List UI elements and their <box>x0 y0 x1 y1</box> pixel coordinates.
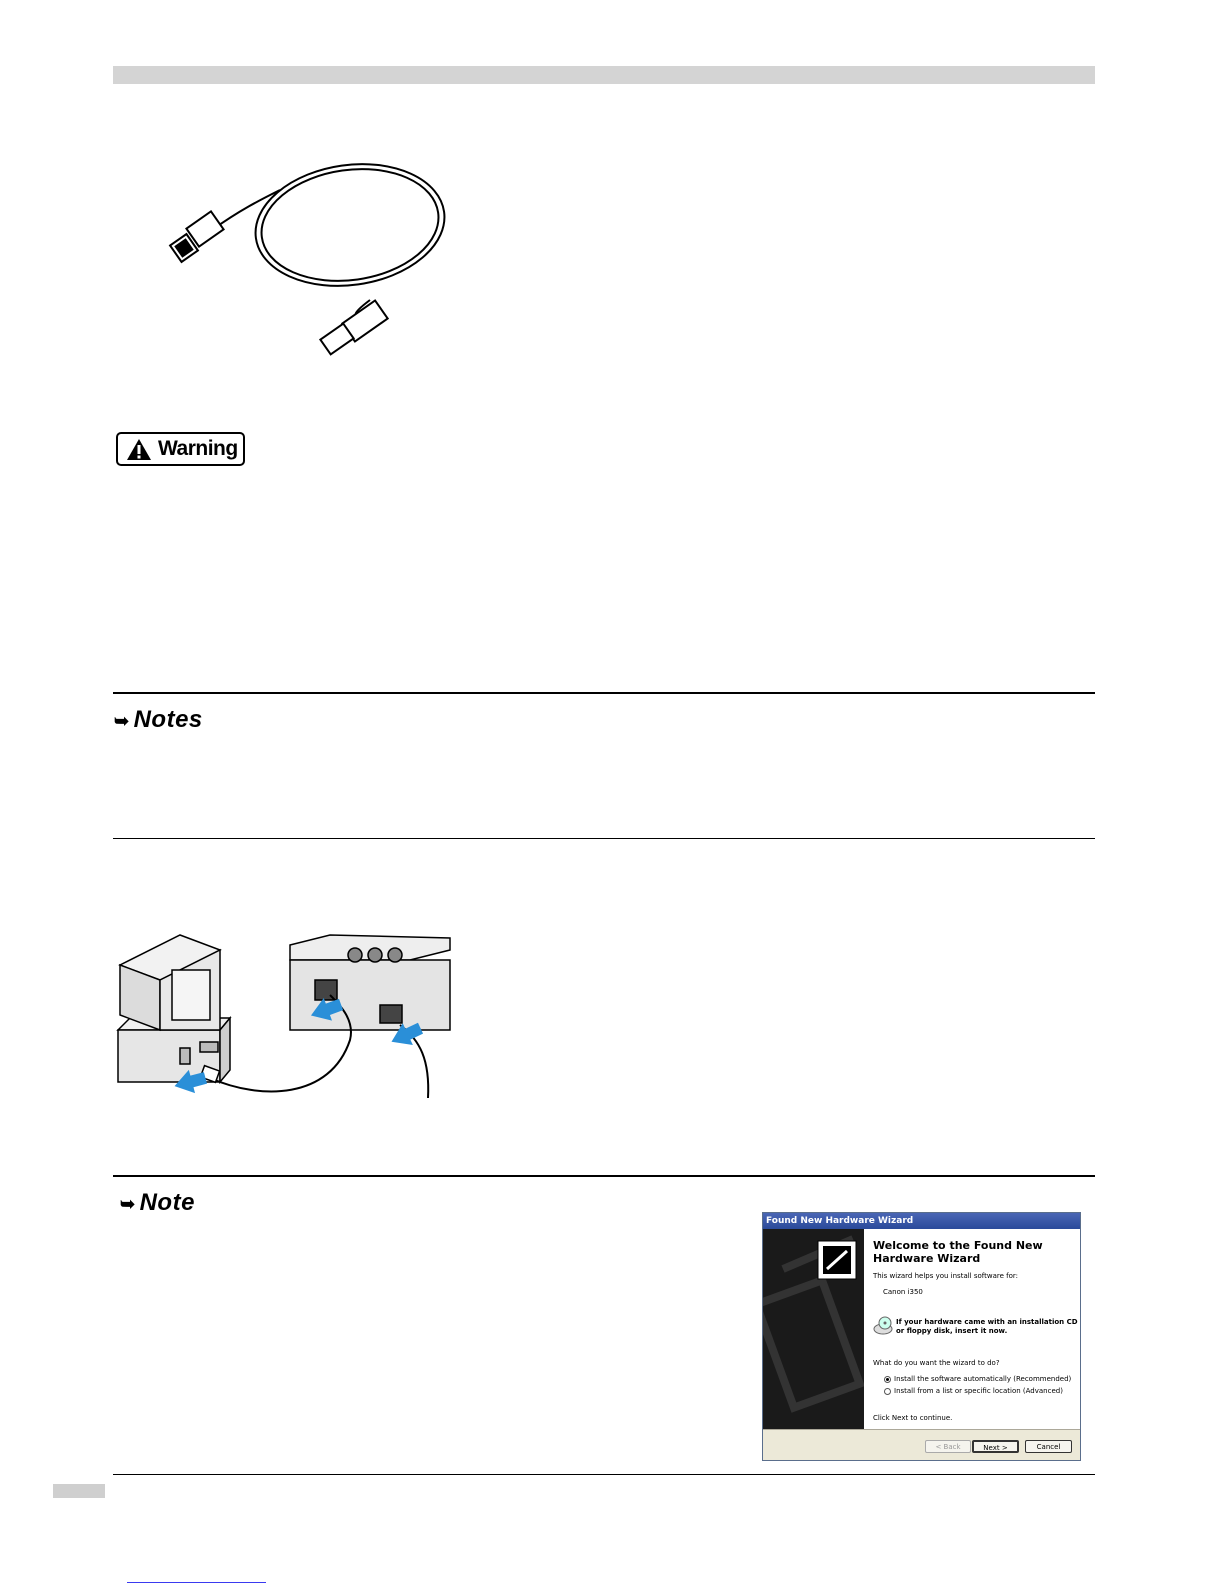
usb-cable-illustration <box>160 150 450 370</box>
page-number-tab <box>53 1484 105 1498</box>
next-button[interactable]: Next > <box>972 1440 1019 1453</box>
bottom-link-underline[interactable] <box>127 1582 266 1583</box>
continue-text: Click Next to continue. <box>873 1414 953 1422</box>
wizard-watermark <box>763 1229 864 1429</box>
wizard-side-graphic <box>763 1229 864 1429</box>
note-heading <box>120 1189 195 1217</box>
note-top-rule <box>113 1175 1095 1177</box>
device-name-text: Canon i350 <box>883 1288 923 1296</box>
warning-label <box>116 432 245 466</box>
usb-a-plug <box>320 301 387 355</box>
back-button[interactable]: < Back <box>925 1440 971 1453</box>
cancel-button[interactable]: Cancel <box>1025 1440 1072 1453</box>
cd-instruction-text: If your hardware came with an installation CD or floppy disk, insert it now. <box>896 1318 1078 1335</box>
arrow-icon: ➥ <box>120 1194 136 1214</box>
notes-heading <box>114 706 203 734</box>
printer-computer-connection-illustration <box>110 930 470 1100</box>
warning-text: Warning <box>158 437 238 460</box>
wizard-question-text: What do you want the wizard to do? <box>873 1359 1000 1367</box>
notes-bottom-rule <box>113 838 1095 839</box>
usb-b-plug <box>170 211 224 262</box>
dialog-heading: Welcome to the Found New Hardware Wizard <box>873 1239 1043 1265</box>
note-bottom-rule <box>113 1474 1095 1475</box>
header-bar <box>113 66 1095 84</box>
radio-install-automatically[interactable] <box>884 1376 891 1383</box>
warning-triangle-icon <box>126 438 152 461</box>
radio-install-from-list[interactable] <box>884 1388 891 1395</box>
dialog-title-bar: Found New Hardware Wizard <box>763 1213 1080 1229</box>
note-label: Note <box>139 1189 195 1216</box>
hardware-wizard-dialog <box>762 1212 1081 1461</box>
dialog-footer <box>763 1429 1080 1460</box>
notes-label: Notes <box>133 706 203 733</box>
cd-icon <box>873 1315 893 1335</box>
option-install-automatically-label: Install the software automatically (Recommended) <box>894 1375 1072 1383</box>
notes-top-rule <box>113 692 1095 694</box>
dialog-intro-text: This wizard helps you install software for: <box>873 1272 1019 1280</box>
arrow-icon: ➥ <box>114 711 130 731</box>
dialog-body <box>864 1229 1080 1429</box>
option-install-from-list-label: Install from a list or specific location (Advanced) <box>894 1387 1063 1395</box>
